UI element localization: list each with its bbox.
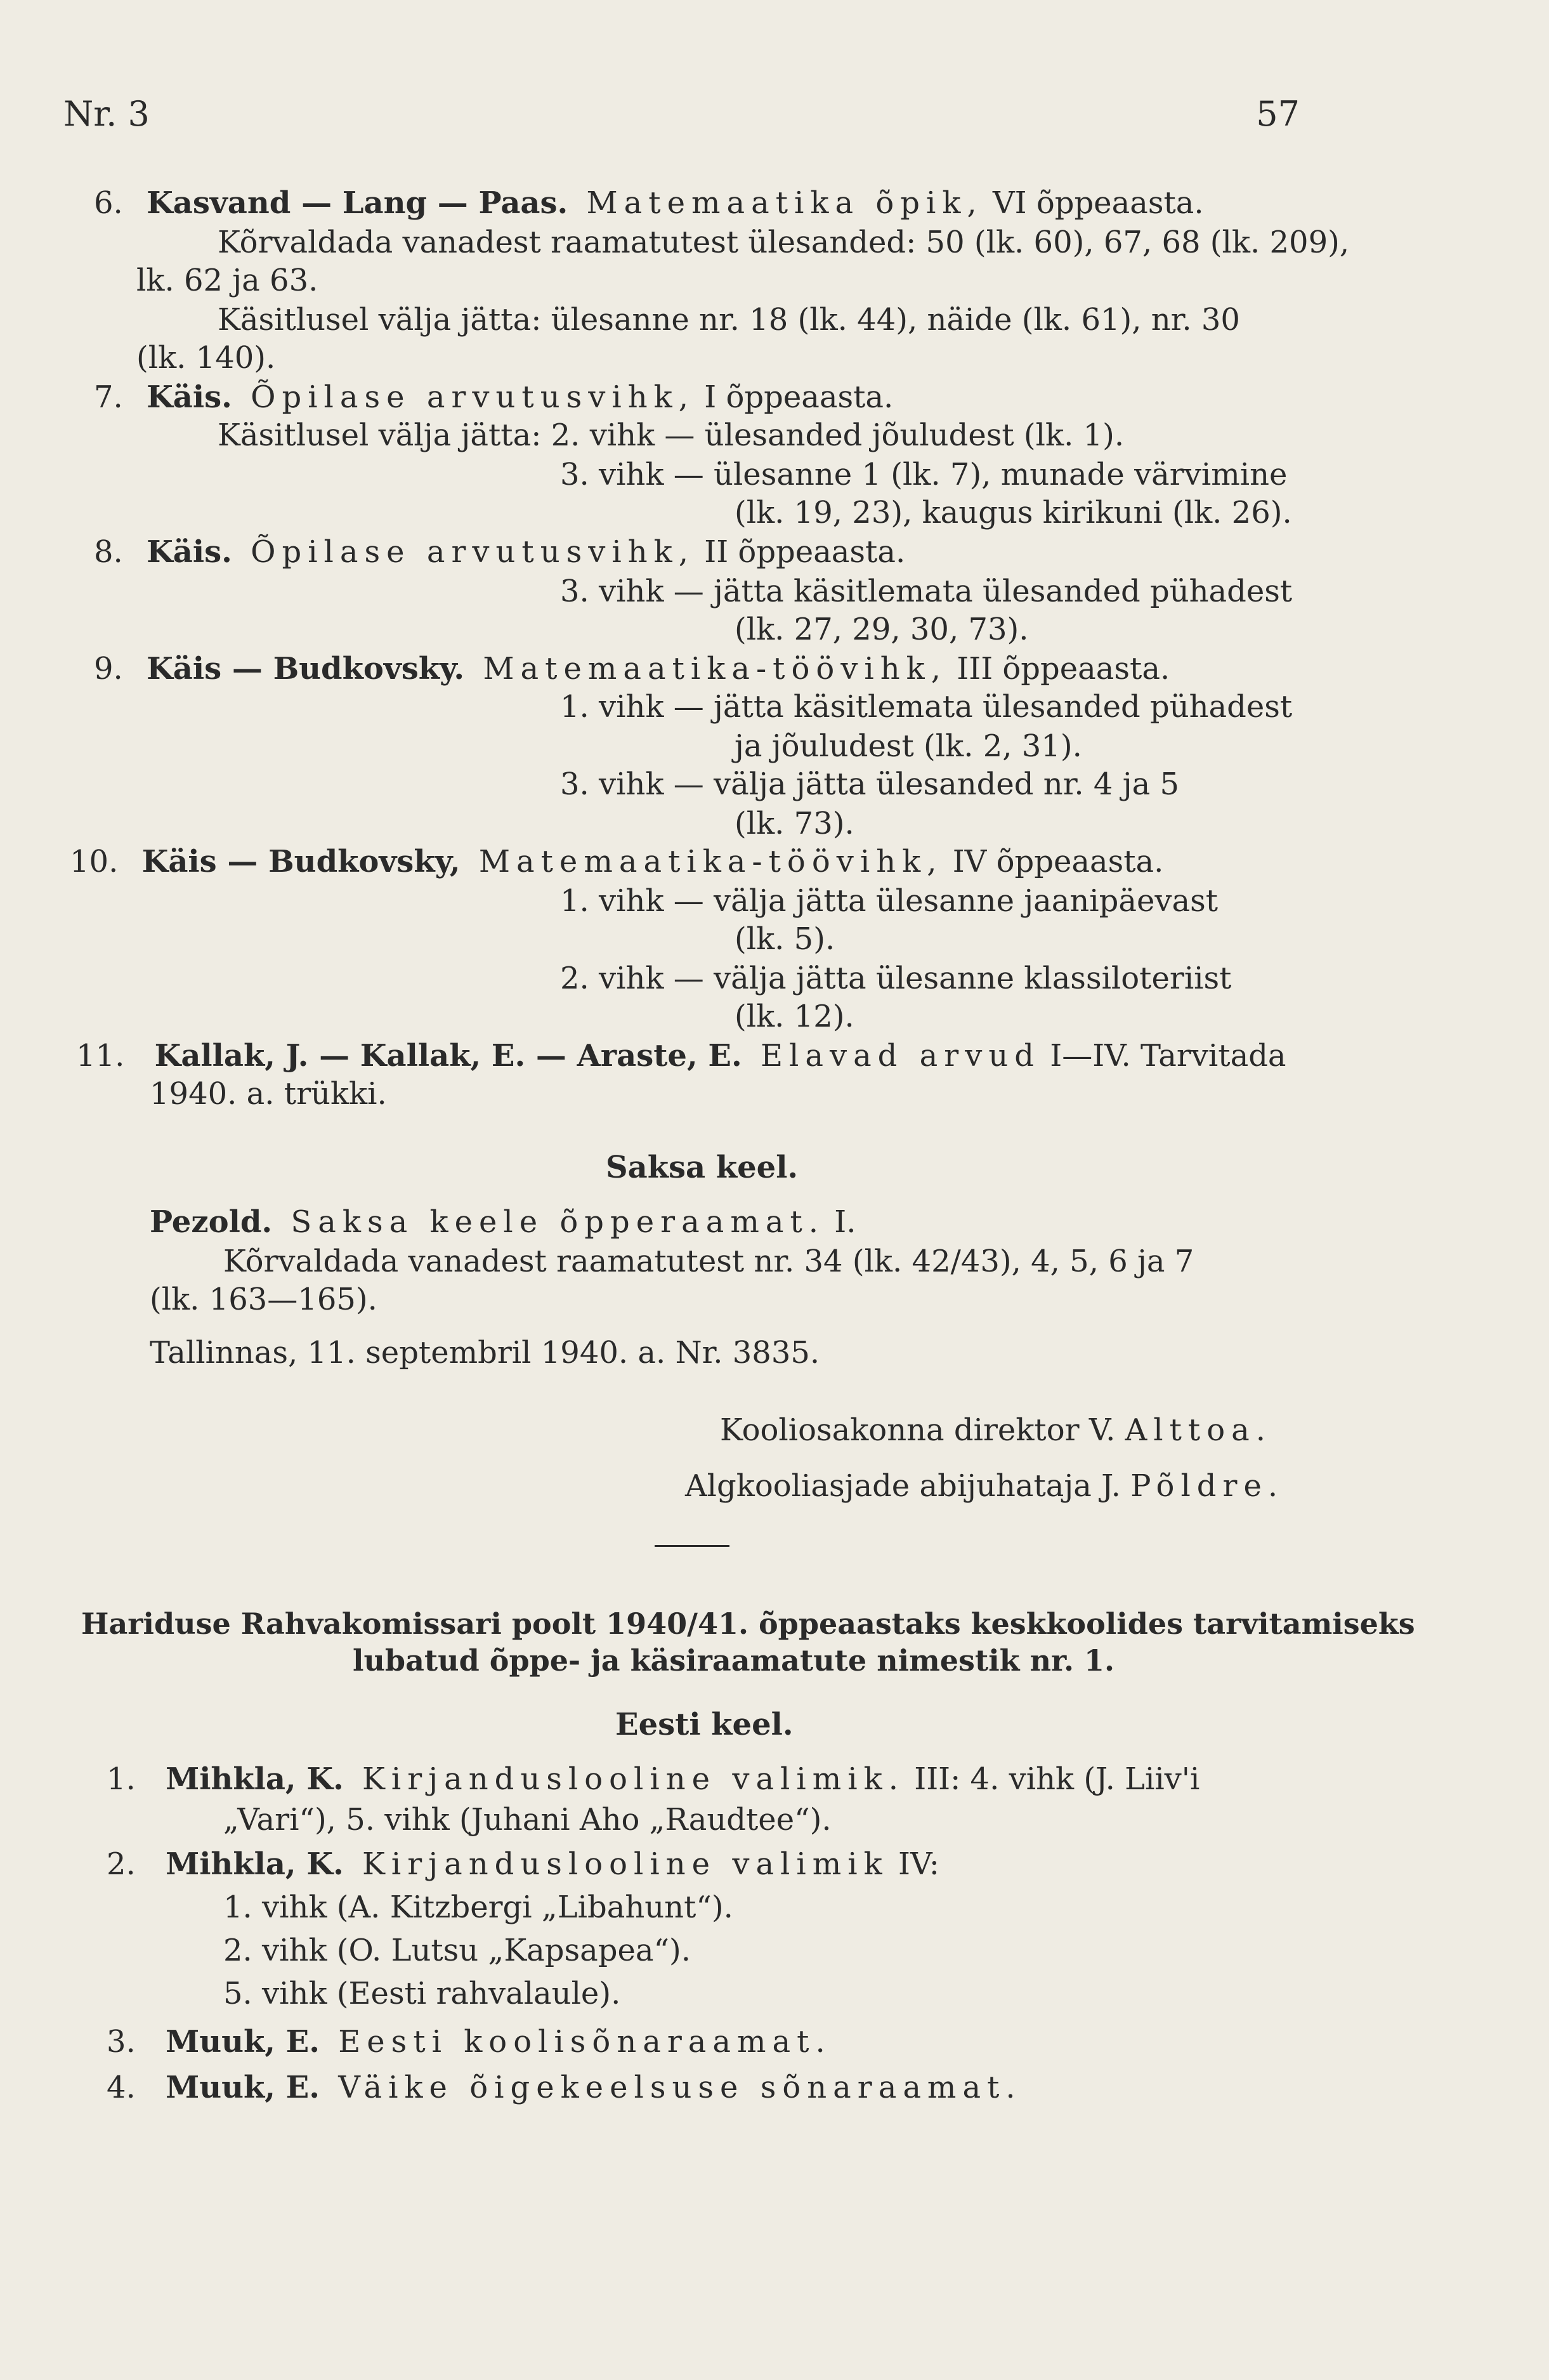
item-title: Saksa keele õpperaamat.: [291, 1204, 825, 1240]
item-authors: Mihkla, K.: [166, 1846, 344, 1882]
item-grade: I.: [834, 1204, 856, 1240]
section-heading: Eesti keel.: [615, 1707, 794, 1742]
item-grade: VI õppeaasta.: [992, 185, 1204, 221]
item-line: Kõrvaldada vanadest raamatutest ülesanded: 50 (lk. 60), 67, 68 (lk. 209),: [218, 225, 1350, 260]
list-item: [107, 2070, 1022, 2105]
list-item: [150, 1204, 856, 1240]
signature-name: Põldre.: [1130, 1468, 1284, 1504]
decree-date: Tallinnas, 11. septembril 1940. a. Nr. 3835.: [150, 1335, 820, 1371]
item-line: (lk. 73).: [735, 806, 854, 841]
item-line: Käsitlusel välja jätta: 2. vihk — ülesanded jõuludest (lk. 1).: [218, 417, 1125, 453]
item-grade: III: 4. vihk (J. Liiv'i: [914, 1761, 1200, 1797]
item-line: (lk. 163—165).: [150, 1282, 377, 1317]
item-number: 4.: [107, 2070, 136, 2105]
item-line: 1. vihk (A. Kitzbergi „Libahunt“).: [223, 1890, 733, 1925]
item-title: Eesti koolisõnaraamat.: [338, 2024, 832, 2060]
list-item: [94, 651, 1170, 687]
item-title: Õpilase arvutusvihk,: [251, 534, 695, 570]
list-item: [94, 534, 905, 570]
item-line: ja jõuludest (lk. 2, 31).: [735, 728, 1082, 764]
item-line: 2. vihk (O. Lutsu „Kapsapea“).: [223, 1933, 691, 1968]
item-line: 5. vihk (Eesti rahvalaule).: [223, 1976, 621, 2011]
item-authors: Muuk, E.: [166, 2024, 320, 2060]
item-line: (lk. 27, 29, 30, 73).: [735, 612, 1029, 647]
signature-line: [685, 1468, 1284, 1504]
list-item: [94, 185, 1204, 221]
item-title: Kirjanduslooline valimik: [362, 1846, 889, 1882]
item-line: lk. 62 ja 63.: [136, 263, 318, 298]
item-line: 1. vihk — jätta käsitlemata ülesanded pühadest: [560, 689, 1293, 725]
signature-role: Algkooliasjade abijuhataja J.: [685, 1468, 1121, 1504]
section-heading: Saksa keel.: [606, 1150, 799, 1185]
item-authors: Kallak, J. — Kallak, E. — Araste, E.: [154, 1038, 742, 1074]
signature-name: Alttoa.: [1125, 1412, 1272, 1448]
page-number: 57: [1256, 94, 1300, 134]
list-item: [70, 844, 1163, 879]
item-authors: Mihkla, K.: [166, 1761, 344, 1797]
item-grade: IV:: [898, 1846, 939, 1882]
list-item: [107, 2024, 832, 2060]
item-title: Matemaatika-töövihk,: [483, 651, 947, 687]
item-authors: Käis.: [147, 534, 232, 570]
item-number: 11.: [76, 1038, 125, 1074]
item-line: 1. vihk — välja jätta ülesanne jaanipäevast: [560, 883, 1219, 919]
item-authors: Käis — Budkovsky,: [141, 844, 461, 879]
list-title: lubatud õppe- ja käsiraamatute nimestik nr. 1.: [353, 1643, 1115, 1678]
item-authors: Käis.: [147, 379, 232, 415]
item-number: 6.: [94, 185, 123, 221]
item-title: Matemaatika-töövihk,: [478, 844, 943, 879]
item-number: 7.: [94, 379, 123, 415]
item-line: (lk. 12).: [735, 999, 854, 1034]
item-number: 2.: [107, 1846, 136, 1882]
item-line: 2. vihk — välja jätta ülesanne klassiloteriist: [560, 961, 1232, 996]
item-line: 3. vihk — jätta käsitlemata ülesanded pühadest: [560, 574, 1293, 609]
item-authors: Kasvand — Lang — Paas.: [147, 185, 568, 221]
list-title: Hariduse Rahvakomissari poolt 1940/41. õppeaastaks keskkoolides tarvitamiseks: [81, 1607, 1415, 1641]
item-title: Elavad arvud: [760, 1038, 1040, 1074]
item-line: 1940. a. trükki.: [150, 1076, 387, 1112]
item-line: (lk. 140).: [136, 340, 276, 376]
item-line: (lk. 19, 23), kaugus kirikuni (lk. 26).: [735, 495, 1292, 530]
signature-role: Kooliosakonna direktor V.: [720, 1412, 1116, 1448]
item-grade: II õppeaasta.: [704, 534, 906, 570]
list-item: [107, 1846, 939, 1882]
item-number: 10.: [70, 844, 119, 879]
item-line: „Vari“), 5. vihk (Juhani Aho „Raudtee“).: [223, 1802, 832, 1838]
item-authors: Muuk, E.: [166, 2070, 320, 2105]
item-line: 3. vihk — välja jätta ülesanded nr. 4 ja 5: [560, 766, 1179, 802]
list-item: [76, 1038, 1286, 1074]
item-grade: IV õppeaasta.: [952, 844, 1164, 879]
item-title: Kirjanduslooline valimik.: [362, 1761, 905, 1797]
item-authors: Pezold.: [150, 1204, 273, 1240]
item-title: Matemaatika õpik,: [586, 185, 983, 221]
item-line: (lk. 5).: [735, 921, 835, 957]
section-divider: [655, 1545, 729, 1547]
item-line: Kõrvaldada vanadest raamatutest nr. 34 (lk. 42/43), 4, 5, 6 ja 7: [223, 1244, 1194, 1279]
list-item: [94, 379, 893, 415]
item-line: Käsitlusel välja jätta: ülesanne nr. 18 (lk. 44), näide (lk. 61), nr. 30: [218, 302, 1240, 338]
item-grade: I õppeaasta.: [704, 379, 894, 415]
item-title: Väike õigekeelsuse sõnaraamat.: [338, 2070, 1022, 2105]
signature-line: [720, 1412, 1272, 1448]
item-grade: III õppeaasta.: [957, 651, 1170, 687]
list-item: [107, 1761, 1199, 1797]
item-number: 3.: [107, 2024, 136, 2060]
item-authors: Käis — Budkovsky.: [147, 651, 465, 687]
item-line: 3. vihk — ülesanne 1 (lk. 7), munade värvimine: [560, 457, 1288, 492]
item-number: 1.: [107, 1761, 136, 1797]
item-title: Õpilase arvutusvihk,: [251, 379, 695, 415]
item-number: 8.: [94, 534, 123, 570]
issue-number: Nr. 3: [63, 94, 150, 134]
item-number: 9.: [94, 651, 123, 687]
item-grade: I—IV. Tarvitada: [1050, 1038, 1286, 1074]
